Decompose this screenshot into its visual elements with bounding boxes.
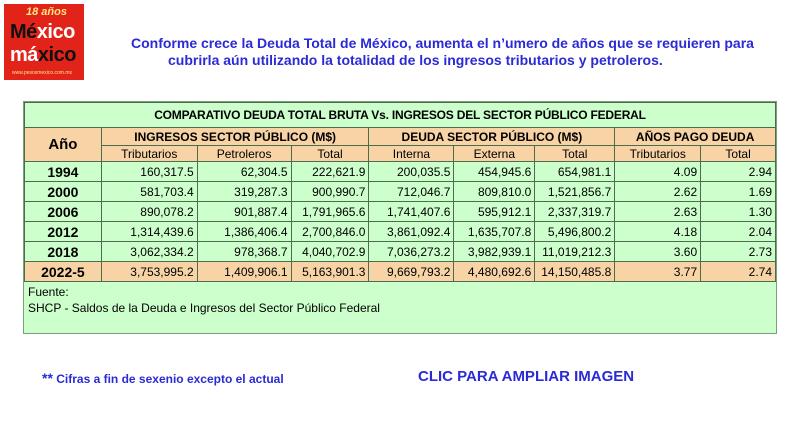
logo-word-1 — [10, 21, 75, 44]
row-year: 2018 — [25, 242, 102, 262]
source-note — [24, 284, 380, 316]
table-cell: 319,287.3 — [197, 182, 291, 202]
table-cell: 1.69 — [701, 182, 776, 202]
table-cell: 14,150,485.8 — [535, 262, 615, 282]
site-logo[interactable] — [4, 4, 84, 80]
table-cell: 454,945.6 — [454, 162, 535, 182]
table-cell: 200,035.5 — [369, 162, 454, 182]
table-cell: 1,521,856.7 — [535, 182, 615, 202]
table-cell: 595,912.1 — [454, 202, 535, 222]
headline-line-1: Conforme crece la Deuda Total de México, aumenta el n’umero de años que se requieren para — [131, 35, 754, 51]
table-cell: 2,700,846.0 — [291, 222, 369, 242]
footnote — [42, 370, 284, 386]
table-cell: 2.62 — [615, 182, 701, 202]
table-cell: 222,621.9 — [291, 162, 369, 182]
table-row — [25, 182, 776, 202]
source-label: Fuente: — [28, 285, 69, 299]
table-cell: 890,078.2 — [101, 202, 197, 222]
table-cell: 1,386,406.4 — [197, 222, 291, 242]
table-cell: 809,810.0 — [454, 182, 535, 202]
table-cell: 1,409,906.1 — [197, 262, 291, 282]
row-year: 2000 — [25, 182, 102, 202]
source-text: SHCP - Saldos de la Deuda e Ingresos del Sector Público Federal — [28, 301, 380, 315]
table-cell: 4,040,702.9 — [291, 242, 369, 262]
table-title: COMPARATIVO DEUDA TOTAL BRUTA Vs. INGRESOS DEL SECTOR PÚBLICO FEDERAL — [25, 103, 776, 128]
table-cell: 4.18 — [615, 222, 701, 242]
table-cell: 654,981.1 — [535, 162, 615, 182]
table-row — [25, 242, 776, 262]
table-cell: 900,990.7 — [291, 182, 369, 202]
table-row — [25, 202, 776, 222]
logo-part: Mé — [10, 21, 37, 43]
comparison-table — [24, 102, 776, 282]
table-cell: 2.63 — [615, 202, 701, 222]
row-year: 2022-5 — [25, 262, 102, 282]
table-row — [25, 162, 776, 182]
table-cell: 3,861,092.4 — [369, 222, 454, 242]
column-header: Interna — [369, 146, 454, 162]
table-cell: 978,368.7 — [197, 242, 291, 262]
row-year: 2012 — [25, 222, 102, 242]
table-cell: 3.60 — [615, 242, 701, 262]
year-header: Año — [25, 128, 102, 162]
table-cell: 2.94 — [701, 162, 776, 182]
table-cell: 581,703.4 — [101, 182, 197, 202]
headline — [131, 35, 781, 69]
table-row — [25, 222, 776, 242]
table-cell: 3.77 — [615, 262, 701, 282]
footnote-stars: ** — [42, 370, 53, 386]
column-header: Total — [291, 146, 369, 162]
column-header: Tributarios — [615, 146, 701, 162]
row-year: 1994 — [25, 162, 102, 182]
table-cell: 7,036,273.2 — [369, 242, 454, 262]
table-cell: 2.73 — [701, 242, 776, 262]
logo-part: xico — [36, 21, 75, 43]
table-cell: 4,480,692.6 — [454, 262, 535, 282]
table-cell: 1,314,439.6 — [101, 222, 197, 242]
table-cell: 1,635,707.8 — [454, 222, 535, 242]
table-cell: 1.30 — [701, 202, 776, 222]
table-cell: 5,163,901.3 — [291, 262, 369, 282]
logo-part: má — [10, 44, 38, 66]
group-header-ingresos: INGRESOS SECTOR PÚBLICO (M$) — [101, 128, 369, 146]
table-cell: 160,317.5 — [101, 162, 197, 182]
enlarge-image-link[interactable]: CLIC PARA AMPLIAR IMAGEN — [418, 368, 635, 385]
table-cell: 2.04 — [701, 222, 776, 242]
table-row — [25, 262, 776, 282]
table-cell: 3,062,334.2 — [101, 242, 197, 262]
column-header: Total — [701, 146, 776, 162]
column-header: Tributarios — [101, 146, 197, 162]
table-cell: 2.74 — [701, 262, 776, 282]
group-header-deuda: DEUDA SECTOR PÚBLICO (M$) — [369, 128, 615, 146]
column-header: Externa — [454, 146, 535, 162]
table-cell: 3,982,939.1 — [454, 242, 535, 262]
comparison-panel[interactable] — [23, 101, 777, 334]
table-cell: 5,496,800.2 — [535, 222, 615, 242]
row-year: 2006 — [25, 202, 102, 222]
table-cell: 9,669,793.2 — [369, 262, 454, 282]
table-cell: 2,337,319.7 — [535, 202, 615, 222]
column-header: Total — [535, 146, 615, 162]
table-cell: 3,753,995.2 — [101, 262, 197, 282]
logo-part: xico — [37, 44, 76, 66]
group-header-anos: AÑOS PAGO DEUDA — [615, 128, 776, 146]
table-cell: 62,304.5 — [197, 162, 291, 182]
table-cell: 712,046.7 — [369, 182, 454, 202]
table-cell: 1,791,965.6 — [291, 202, 369, 222]
column-header: Petroleros — [197, 146, 291, 162]
logo-anniversary: 18 años — [26, 6, 67, 18]
table-cell: 4.09 — [615, 162, 701, 182]
table-cell: 11,019,212.3 — [535, 242, 615, 262]
table-cell: 901,887.4 — [197, 202, 291, 222]
logo-word-2 — [10, 44, 76, 67]
headline-line-2: cubrirla aún utilizando la totalidad de los ingresos tributarios y petroleros. — [168, 52, 663, 68]
logo-tagline: www.pesosmexico.com.mx — [12, 70, 73, 76]
footnote-text: Cifras a fin de sexenio excepto el actual — [52, 372, 284, 386]
table-cell: 1,741,407.6 — [369, 202, 454, 222]
